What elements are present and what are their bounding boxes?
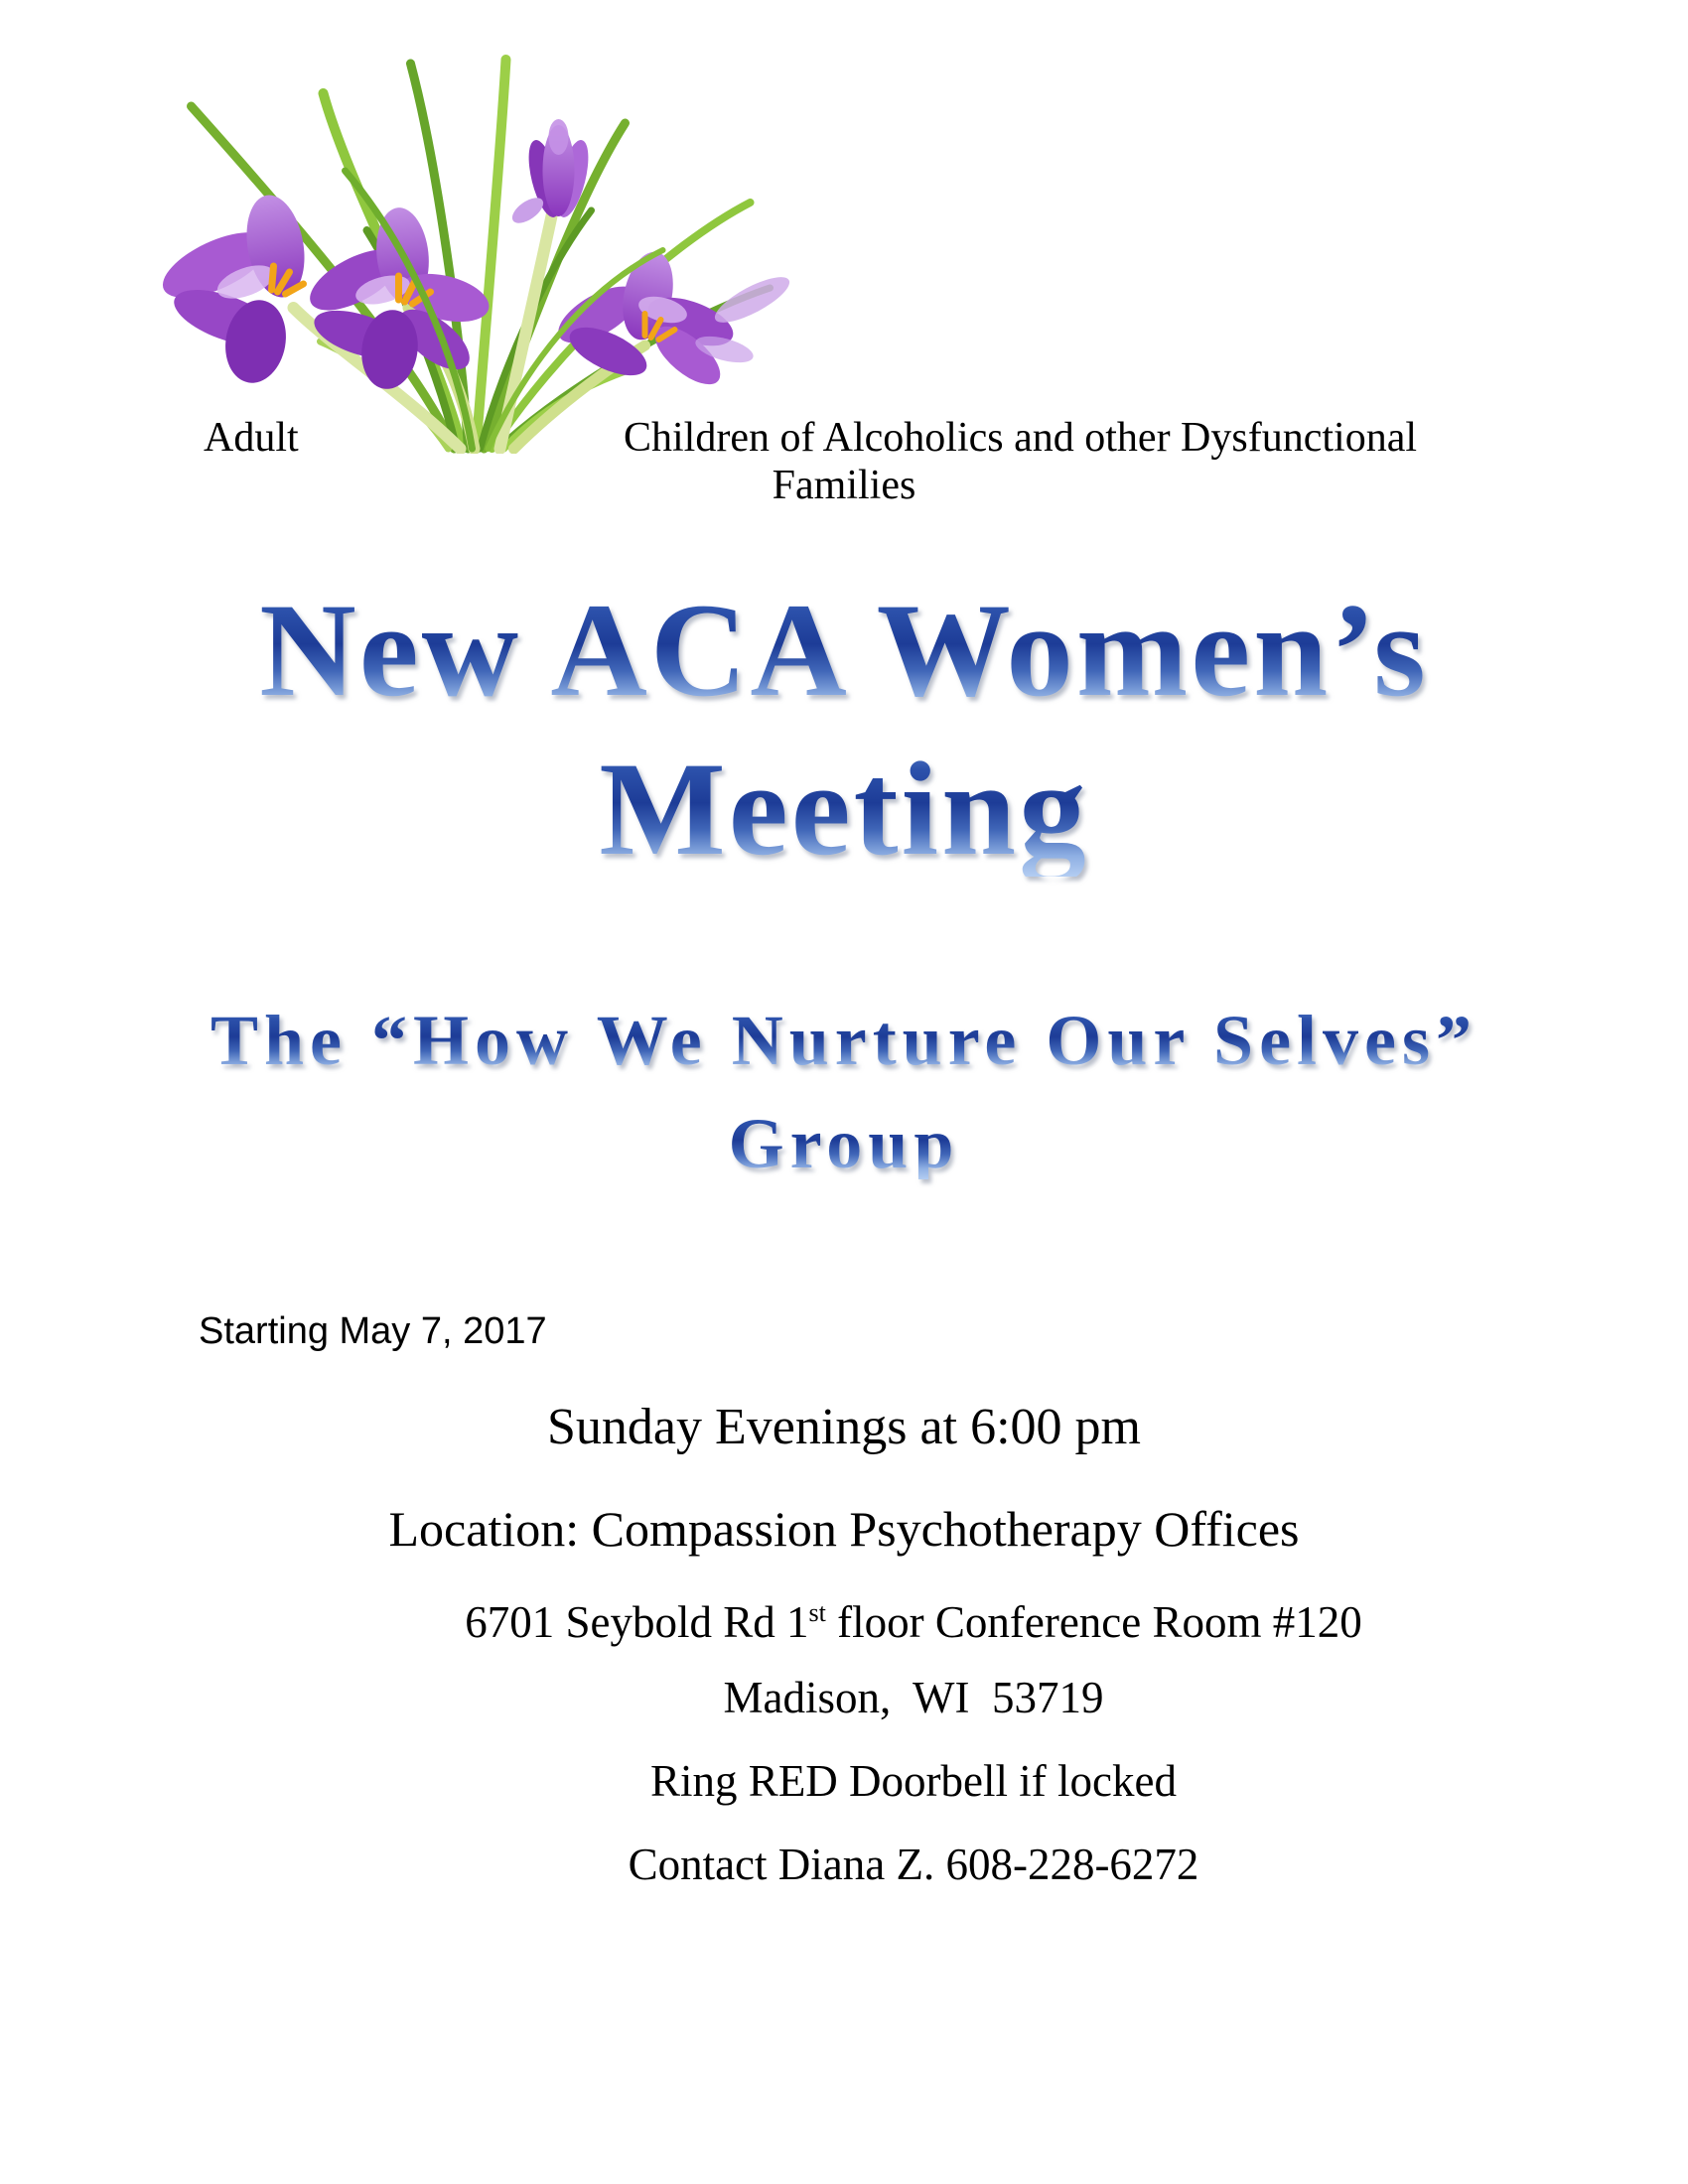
subtitle-line1: The “How We Nurture Our Selves” [0,1005,1688,1076]
main-title-line2: Meeting [0,743,1688,877]
schedule-text: Sunday Evenings at 6:00 pm [547,1399,1141,1455]
address-superscript: st [808,1598,826,1627]
location-text: Location: Compassion Psychotherapy Offices [388,1501,1300,1557]
crocus-flower-right [550,247,794,395]
address-suffix: floor Conference Room #120 [825,1597,1362,1647]
main-title-line1: New ACA Women’s [0,584,1688,718]
contact-text: Contact Diana Z. 608-228-6272 [628,1840,1199,1889]
city-state-zip-text: Madison, WI 53719 [723,1673,1104,1722]
header-line2: Families [772,463,916,508]
address-text [139,1597,1688,1647]
crocus-flowers-image [104,52,794,454]
header-line1: Children of Alcoholics and other Dysfunctional [624,415,1418,461]
starting-date-text: Starting May 7, 2017 [199,1310,547,1352]
doorbell-note-text: Ring RED Doorbell if locked [650,1756,1177,1806]
crocus-flower-center [301,205,493,393]
crocus-flower-left [154,191,312,388]
subtitle-line2: Group [0,1108,1688,1179]
address-prefix: 6701 Seybold Rd 1 [465,1597,809,1647]
header-word-adult: Adult [204,415,299,461]
